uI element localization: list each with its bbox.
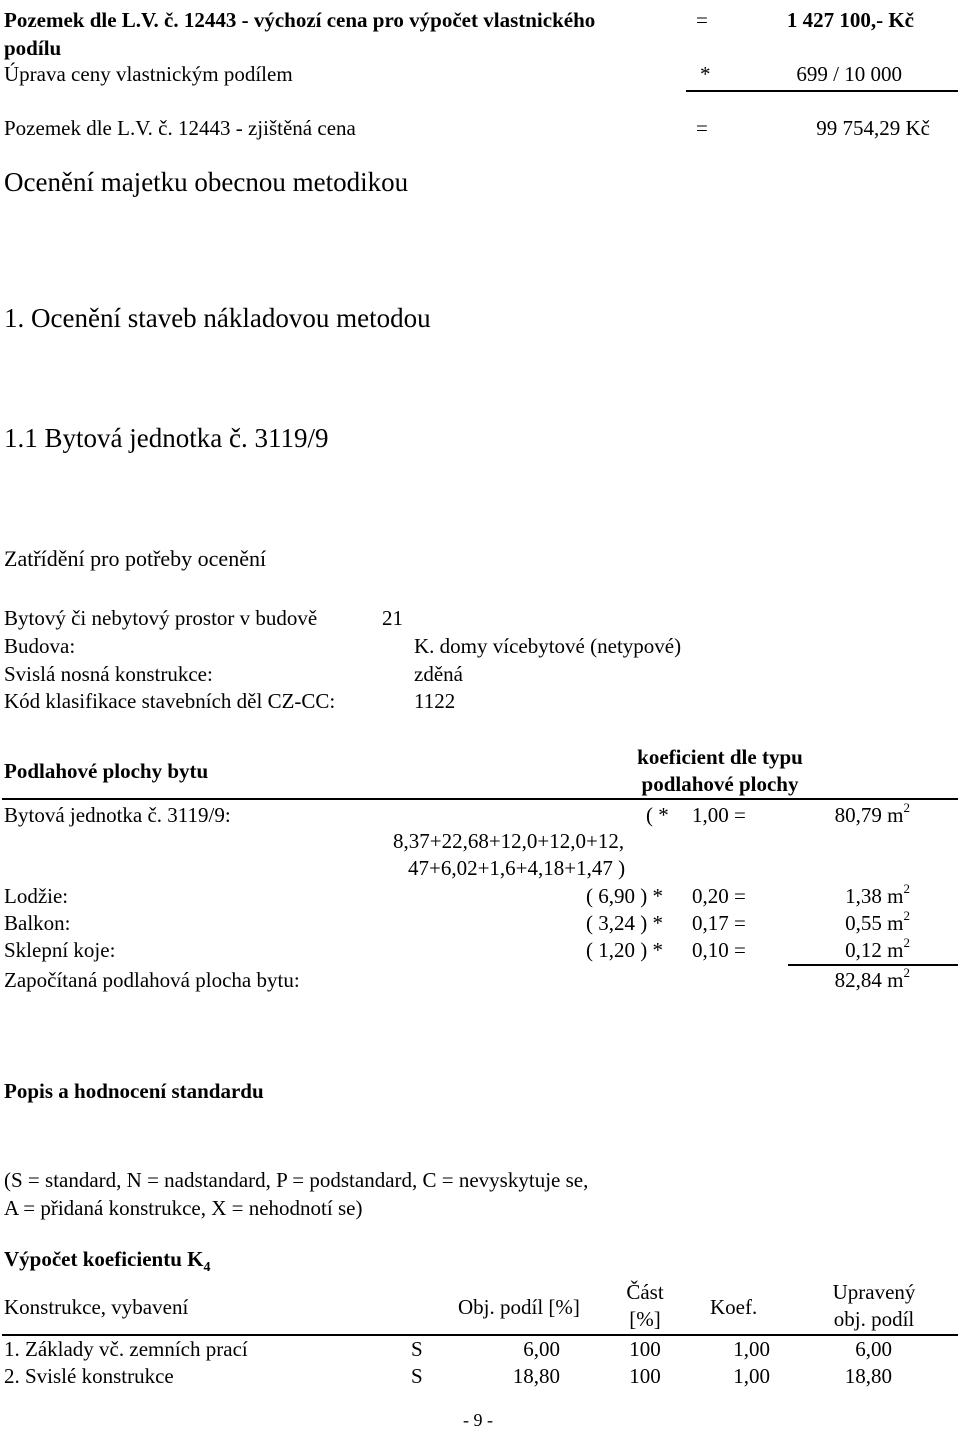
konstrukce-value: zděná [414, 662, 463, 686]
summary-row1-label: Pozemek dle L.V. č. 12443 - výchozí cena pro výpočet vlastnického [4, 8, 596, 32]
standard-legend-line2: A = přidaná konstrukce, X = nehodnotí se) [4, 1196, 363, 1220]
summary-row3-value: 99 754,29 Kč [816, 116, 930, 140]
col-header-upraveny-line1: Upravený [832, 1280, 916, 1304]
summary-row1-operator: = [696, 8, 708, 32]
budova-value: K. domy vícebytové (netypové) [414, 634, 682, 658]
coef-header-line1: koeficient dle typu [637, 745, 803, 769]
summary-row1-label-cont: podílu [4, 36, 62, 60]
heading-general-method: Ocenění majetku obecnou metodikou [4, 167, 409, 197]
summary-row1-value: 1 427 100,- Kč [786, 8, 914, 32]
k4-row-name: 1. Základy vč. zemních prací [4, 1337, 248, 1361]
k4-row-upr: 18,80 [844, 1364, 892, 1388]
floor-areas-title: Podlahové plochy bytu [4, 759, 209, 783]
standard-legend-line1: (S = standard, N = nadstandard, P = podstandard, C = nevyskytuje se, [4, 1168, 589, 1192]
col-header-cast-line2: [%] [629, 1307, 661, 1331]
kod-label: Kód klasifikace stavebních děl CZ-CC: [4, 689, 336, 713]
k4-row-code: S [411, 1364, 423, 1388]
prostor-value: 21 [382, 606, 403, 630]
summary-row2-operator: * [700, 62, 711, 86]
sklep-value: 0,12 $m^2$ [845, 935, 910, 962]
unit-area-value: 80,79 $m^2$ [834, 800, 910, 827]
summary-row3-label: Pozemek dle L.V. č. 12443 - zjištěná cena [4, 116, 356, 140]
k4-row-cast: 100 [629, 1364, 661, 1388]
budova-label: Budova: [4, 634, 76, 658]
col-header-konstrukce: Konstrukce, vybavení [4, 1295, 189, 1319]
total-rule [788, 964, 958, 966]
heading-apartment-unit: 1.1 Bytová jednotka č. 3119/9 [4, 423, 329, 453]
k4-row-koef: 1,00 [733, 1364, 770, 1388]
k4-title: Výpočet koeficientu $K_4$ [4, 1247, 211, 1276]
page-number: - 9 - [463, 1410, 493, 1430]
k4-row-obj: 18,80 [512, 1364, 560, 1388]
summary-divider [686, 90, 958, 92]
k4-row-upr: 6,00 [855, 1337, 892, 1361]
lodzie-coef: 0,20 = [692, 884, 746, 908]
unit-area-expr-line2: 8,37+22,68+12,0+12,0+12, [393, 829, 625, 853]
k4-row-obj: 6,00 [523, 1337, 560, 1361]
unit-area-expr-line3: 47+6,02+1,6+4,18+1,47 ) [408, 856, 626, 880]
lodzie-expr: ( 6,90 ) * [586, 884, 663, 908]
unit-area-expr-open: ( * [646, 803, 669, 827]
summary-row2-value: 699 / 10 000 [796, 62, 902, 86]
col-header-obj-podil: Obj. podíl [%] [458, 1295, 580, 1319]
k4-row-cast: 100 [629, 1337, 661, 1361]
sklep-label: Sklepní koje: [4, 938, 116, 962]
unit-area-coef: 1,00 = [692, 803, 746, 827]
heading-cost-method: 1. Ocenění staveb nákladovou metodou [4, 303, 431, 333]
floor-areas-header-rule [2, 798, 958, 800]
balkon-label: Balkon: [4, 911, 71, 935]
balkon-value: 0,55 $m^2$ [845, 908, 910, 935]
col-header-koef: Koef. [710, 1295, 758, 1319]
total-area-label: Započítaná podlahová plocha bytu: [4, 968, 300, 992]
col-header-upraveny-line2: obj. podíl [833, 1307, 915, 1331]
coef-header-line2: podlahové plochy [641, 772, 799, 796]
total-area-value: 82,84 $m^2$ [834, 965, 910, 992]
k4-row-name: 2. Svislé konstrukce [4, 1364, 174, 1388]
k4-row-koef: 1,00 [733, 1337, 770, 1361]
summary-row3-operator: = [696, 116, 708, 140]
lodzie-value: 1,38 $m^2$ [845, 881, 910, 908]
col-header-cast-line1: Část [626, 1280, 664, 1304]
balkon-expr: ( 3,24 ) * [586, 911, 663, 935]
balkon-coef: 0,17 = [692, 911, 746, 935]
kod-value: 1122 [414, 689, 456, 713]
sklep-expr: ( 1,20 ) * [586, 938, 663, 962]
k4-row-code: S [411, 1337, 423, 1361]
sklep-coef: 0,10 = [692, 938, 746, 962]
unit-area-label: Bytová jednotka č. 3119/9: [4, 803, 231, 827]
prostor-label: Bytový či nebytový prostor v budově [4, 606, 318, 630]
standard-title: Popis a hodnocení standardu [4, 1079, 264, 1103]
konstrukce-label: Svislá nosná konstrukce: [4, 662, 213, 686]
summary-row2-label: Úprava ceny vlastnickým podílem [4, 62, 293, 86]
lodzie-label: Lodžie: [4, 884, 69, 908]
heading-classification: Zatřídění pro potřeby ocenění [4, 546, 267, 571]
k4-header-rule [2, 1334, 958, 1336]
